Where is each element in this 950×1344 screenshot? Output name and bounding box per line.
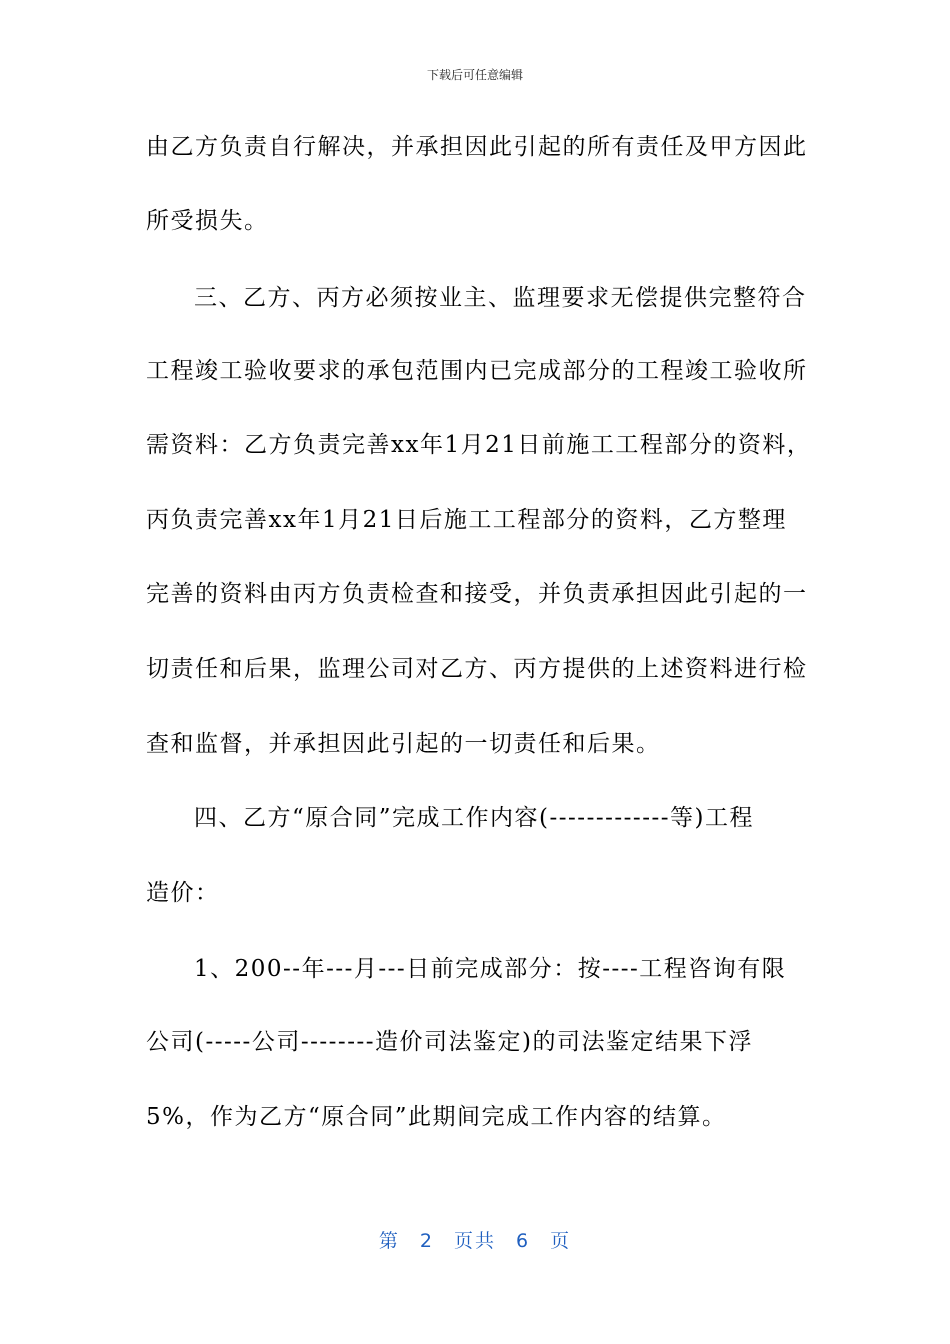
body-line: 查和监督，并承担因此引起的一切责任和后果。 <box>146 731 661 757</box>
body-line: 由乙方负责自行解决，并承担因此引起的所有责任及甲方因此 <box>146 134 808 160</box>
body-line: 所受损失。 <box>146 208 269 234</box>
body-line: 工程竣工验收要求的承包范围内已完成部分的工程竣工验收所 <box>146 358 808 384</box>
paragraph-four-start: 四、乙方“原合同”完成工作内容(-------------等)工程 <box>194 805 754 831</box>
page-header: 下载后可任意编辑 <box>426 68 523 82</box>
paragraph-three-start: 三、乙方、丙方必须按业主、监理要求无偿提供完整符合 <box>194 285 807 311</box>
item-one-start: 1、200--年---月---日前完成部分：按----工程咨询有限 <box>194 956 787 982</box>
page-number-footer: 第 2 页共 6 页 <box>378 1230 572 1252</box>
body-line: 公司(-----公司--------造价司法鉴定)的司法鉴定结果下浮 <box>146 1029 753 1055</box>
body-line: 5%，作为乙方“原合同”此期间完成工作内容的结算。 <box>146 1104 727 1130</box>
body-line: 切责任和后果，监理公司对乙方、丙方提供的上述资料进行检 <box>146 656 808 682</box>
body-line: 丙负责完善xx年1月21日后施工工程部分的资料，乙方整理 <box>146 507 787 533</box>
body-line: 造价： <box>146 880 220 906</box>
body-line: 需资料：乙方负责完善xx年1月21日前施工工程部分的资料， <box>146 432 812 458</box>
body-line: 完善的资料由丙方负责检查和接受，并负责承担因此引起的一 <box>146 581 808 607</box>
